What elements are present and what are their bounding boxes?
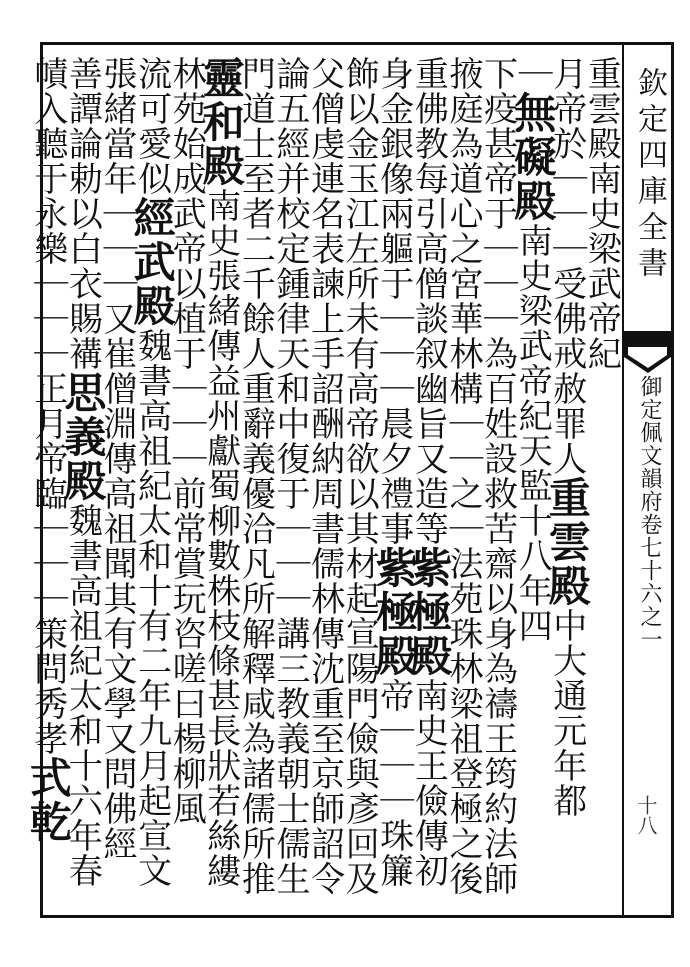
hall-name-heading: 重雲殿	[542, 476, 592, 608]
hall-name-heading: 靈和殿	[196, 56, 246, 188]
column-text: 張緒當年	[97, 56, 137, 196]
hall-name-heading: 紫極殿	[369, 546, 419, 678]
hall-name-heading: 式乾	[23, 756, 73, 844]
column-text: 月帝於｜｜｜受佛戒赦罪人	[546, 56, 587, 476]
column-text: 幘入聽于永樂｜｜｜	[27, 56, 68, 371]
column-text: 正月帝臨｜｜｜策問秀孝	[27, 371, 68, 756]
column-text: 身金銀像兩軀于｜｜｜晨夕禮事	[373, 56, 414, 546]
book-title: 欽定四庫全書	[632, 67, 667, 283]
column-text: 帝｜｜｜珠簾	[373, 678, 414, 888]
column-text: 南史王儉傳初	[408, 678, 449, 888]
header-column	[622, 45, 671, 915]
page-number: 十八	[634, 795, 658, 835]
column-text: 掖庭為道心之宮華林構｜｜之｜法苑珠林梁祖登極之後	[443, 56, 483, 896]
column-text: 善譚論勅以白衣賜褠	[62, 56, 103, 371]
column-text: 魏書高祖紀太和十六年春	[62, 503, 103, 888]
header-divider-bar	[624, 331, 671, 343]
column-text: ｜｜｜又崔僧淵傳高祖聞其有文學又問佛經	[97, 196, 137, 861]
volume-label: 御定佩文韻府卷七十六之一	[637, 375, 662, 651]
column-text: 門道士至者二千餘人重辭義優洽凡所解釋咸為諸儒所推	[235, 56, 276, 896]
column-text: 魏書高祖紀太和十有二年九月起宣文	[131, 328, 172, 888]
column-text: ｜	[512, 56, 553, 91]
column-text: 中大通元年都	[546, 608, 587, 818]
column-text: 流可愛似	[131, 56, 172, 196]
hall-name-heading: 思義殿	[58, 371, 108, 503]
column-text: 南史梁武帝紀天監十八年四	[512, 223, 553, 643]
column-text: 林苑始成武帝以植于｜｜｜前常賞玩咨嗟曰楊柳風	[166, 56, 207, 826]
column-text: 論五經并校定鍾律天和中復于｜｜｜講三教義朝士儒生	[270, 56, 310, 896]
hall-name-heading: 紫極殿	[404, 546, 454, 678]
text-column	[20, 56, 74, 906]
column-text: 飾以金玉江左所未有高帝欲以其材起宣陽門儉與彥回及	[339, 56, 380, 896]
column-text: 重雲殿	[581, 56, 622, 161]
column-text: 南史張緒傳益州獻蜀柳數株枝條甚長狀若絲縷	[200, 188, 241, 888]
hall-name-heading: 經武殿	[127, 196, 177, 328]
column-text: 南史梁武帝紀	[581, 161, 622, 371]
column-text: 下疫甚帝于｜｜｜為百姓設救苦齋以身為禱王筠約法師	[477, 56, 518, 896]
column-text: 父僧虔連名表諫上手詔酬納周書儒林傳沈重至京師詔令	[304, 56, 345, 896]
column-text: 重佛教每引高僧談叙幽旨又造等	[408, 56, 449, 546]
hall-name-heading: 無礙殿	[508, 91, 558, 223]
